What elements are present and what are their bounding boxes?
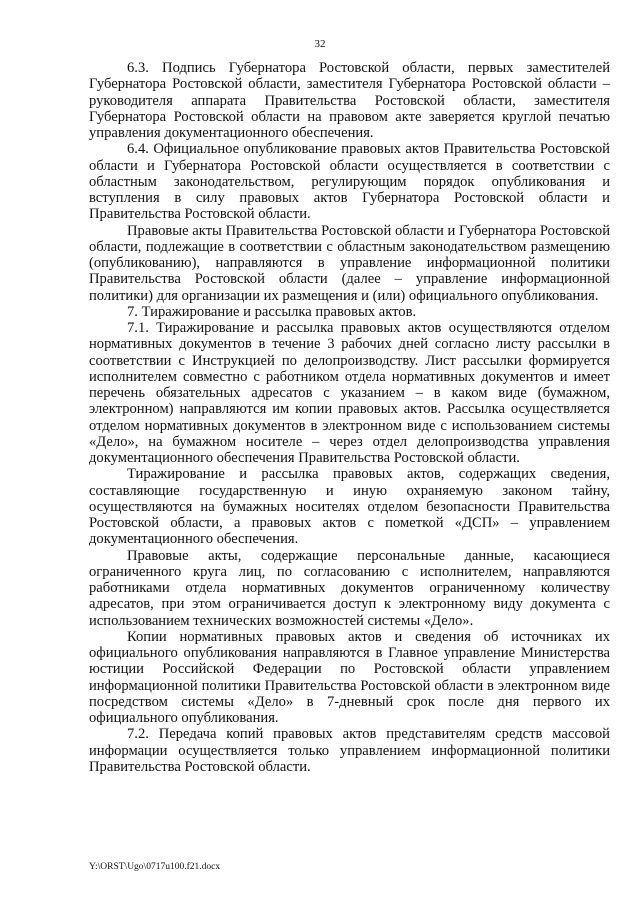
paragraph-6-3: 6.3. Подпись Губернатора Ростовской области, первых заместителей Губернатора Ростовской области, заместителя Губернатора Ростовской области – руководителя аппарата Правительства Ростовской области, заместителя Губернатора Ростовской области на правовом акте заверяется круглой печатью управления документационного обеспечения.: [89, 60, 610, 141]
paragraph-7-2: 7.2. Передача копий правовых актов представителям средств массовой информации осуществляется только управлением информационной политики Правительства Ростовской области.: [89, 726, 610, 775]
paragraph-publication: Правовые акты Правительства Ростовской области и Губернатора Ростовской области, подлежащие в соответствии с областным законодательством размещению (опубликованию), направляются в управление информационной политики Правительства Ростовской области (далее – управление информационной политики) для организации их размещения и (или) официального опубликования.: [89, 222, 610, 304]
file-path-footer: Y:\ORST\Ugo\0717u100.f21.docx: [89, 862, 221, 872]
page-number: 32: [314, 38, 326, 50]
document-body: [89, 60, 610, 775]
paragraph-personal-data: Правовые акты, содержащие персональные данные, касающиеся ограниченного круга лиц, по согласованию с исполнителем, направляются работниками отдела нормативных документов ограниченному количеству адресатов, при этом ограничивается доступ к электронному виду документа с использованием технических возможностей системы «Дело».: [89, 547, 610, 629]
paragraph-secret-distribution: Тиражирование и рассылка правовых актов, содержащих сведения, составляющие государственную и иную охраняемую законом тайну, осуществляются на бумажных носителях отделом безопасности Правительства Ростовской области, а правовых актов с пометкой «ДСП» – управлением документационного обеспечения.: [89, 466, 610, 548]
paragraph-7-1: 7.1. Тиражирование и рассылка правовых актов осуществляются отделом нормативных документов в течение 3 рабочих дней согласно листу рассылки в соответствии с Инструкцией по делопроизводству. Лист рассылки формируется исполнителем совместно с работником отдела нормативных документов и имеет перечень обязательных адресатов с указанием – в каком виде (бумажном, электронном) направляются им копии правовых актов. Рассылка осуществляется отделом нормативных документов в электронном виде с использованием системы «Дело», на бумажном носителе – через отдел делопроизводства управления документационного обеспечения Правительства Ростовской области.: [89, 320, 610, 466]
section-heading-7: 7. Тиражирование и рассылка правовых актов.: [127, 303, 417, 320]
paragraph-ministry-copies: Копии нормативных правовых актов и сведения об источниках их официального опубликования направляются в Главное управление Министерства юстиции Российской Федерации по Ростовской области управлением информационной политики Правительства Ростовской области в электронном виде посредством системы «Дело» в 7-дневный срок после дня первого их официального опубликования.: [89, 628, 610, 726]
paragraph-6-4: 6.4. Официальное опубликование правовых актов Правительства Ростовской области и Губернатора Ростовской области осуществляется в соответствии с областным законодательством, регулирующим порядок опубликования и вступления в силу правовых актов Губернатора Ростовской области и Правительства Ростовской области.: [89, 141, 610, 223]
